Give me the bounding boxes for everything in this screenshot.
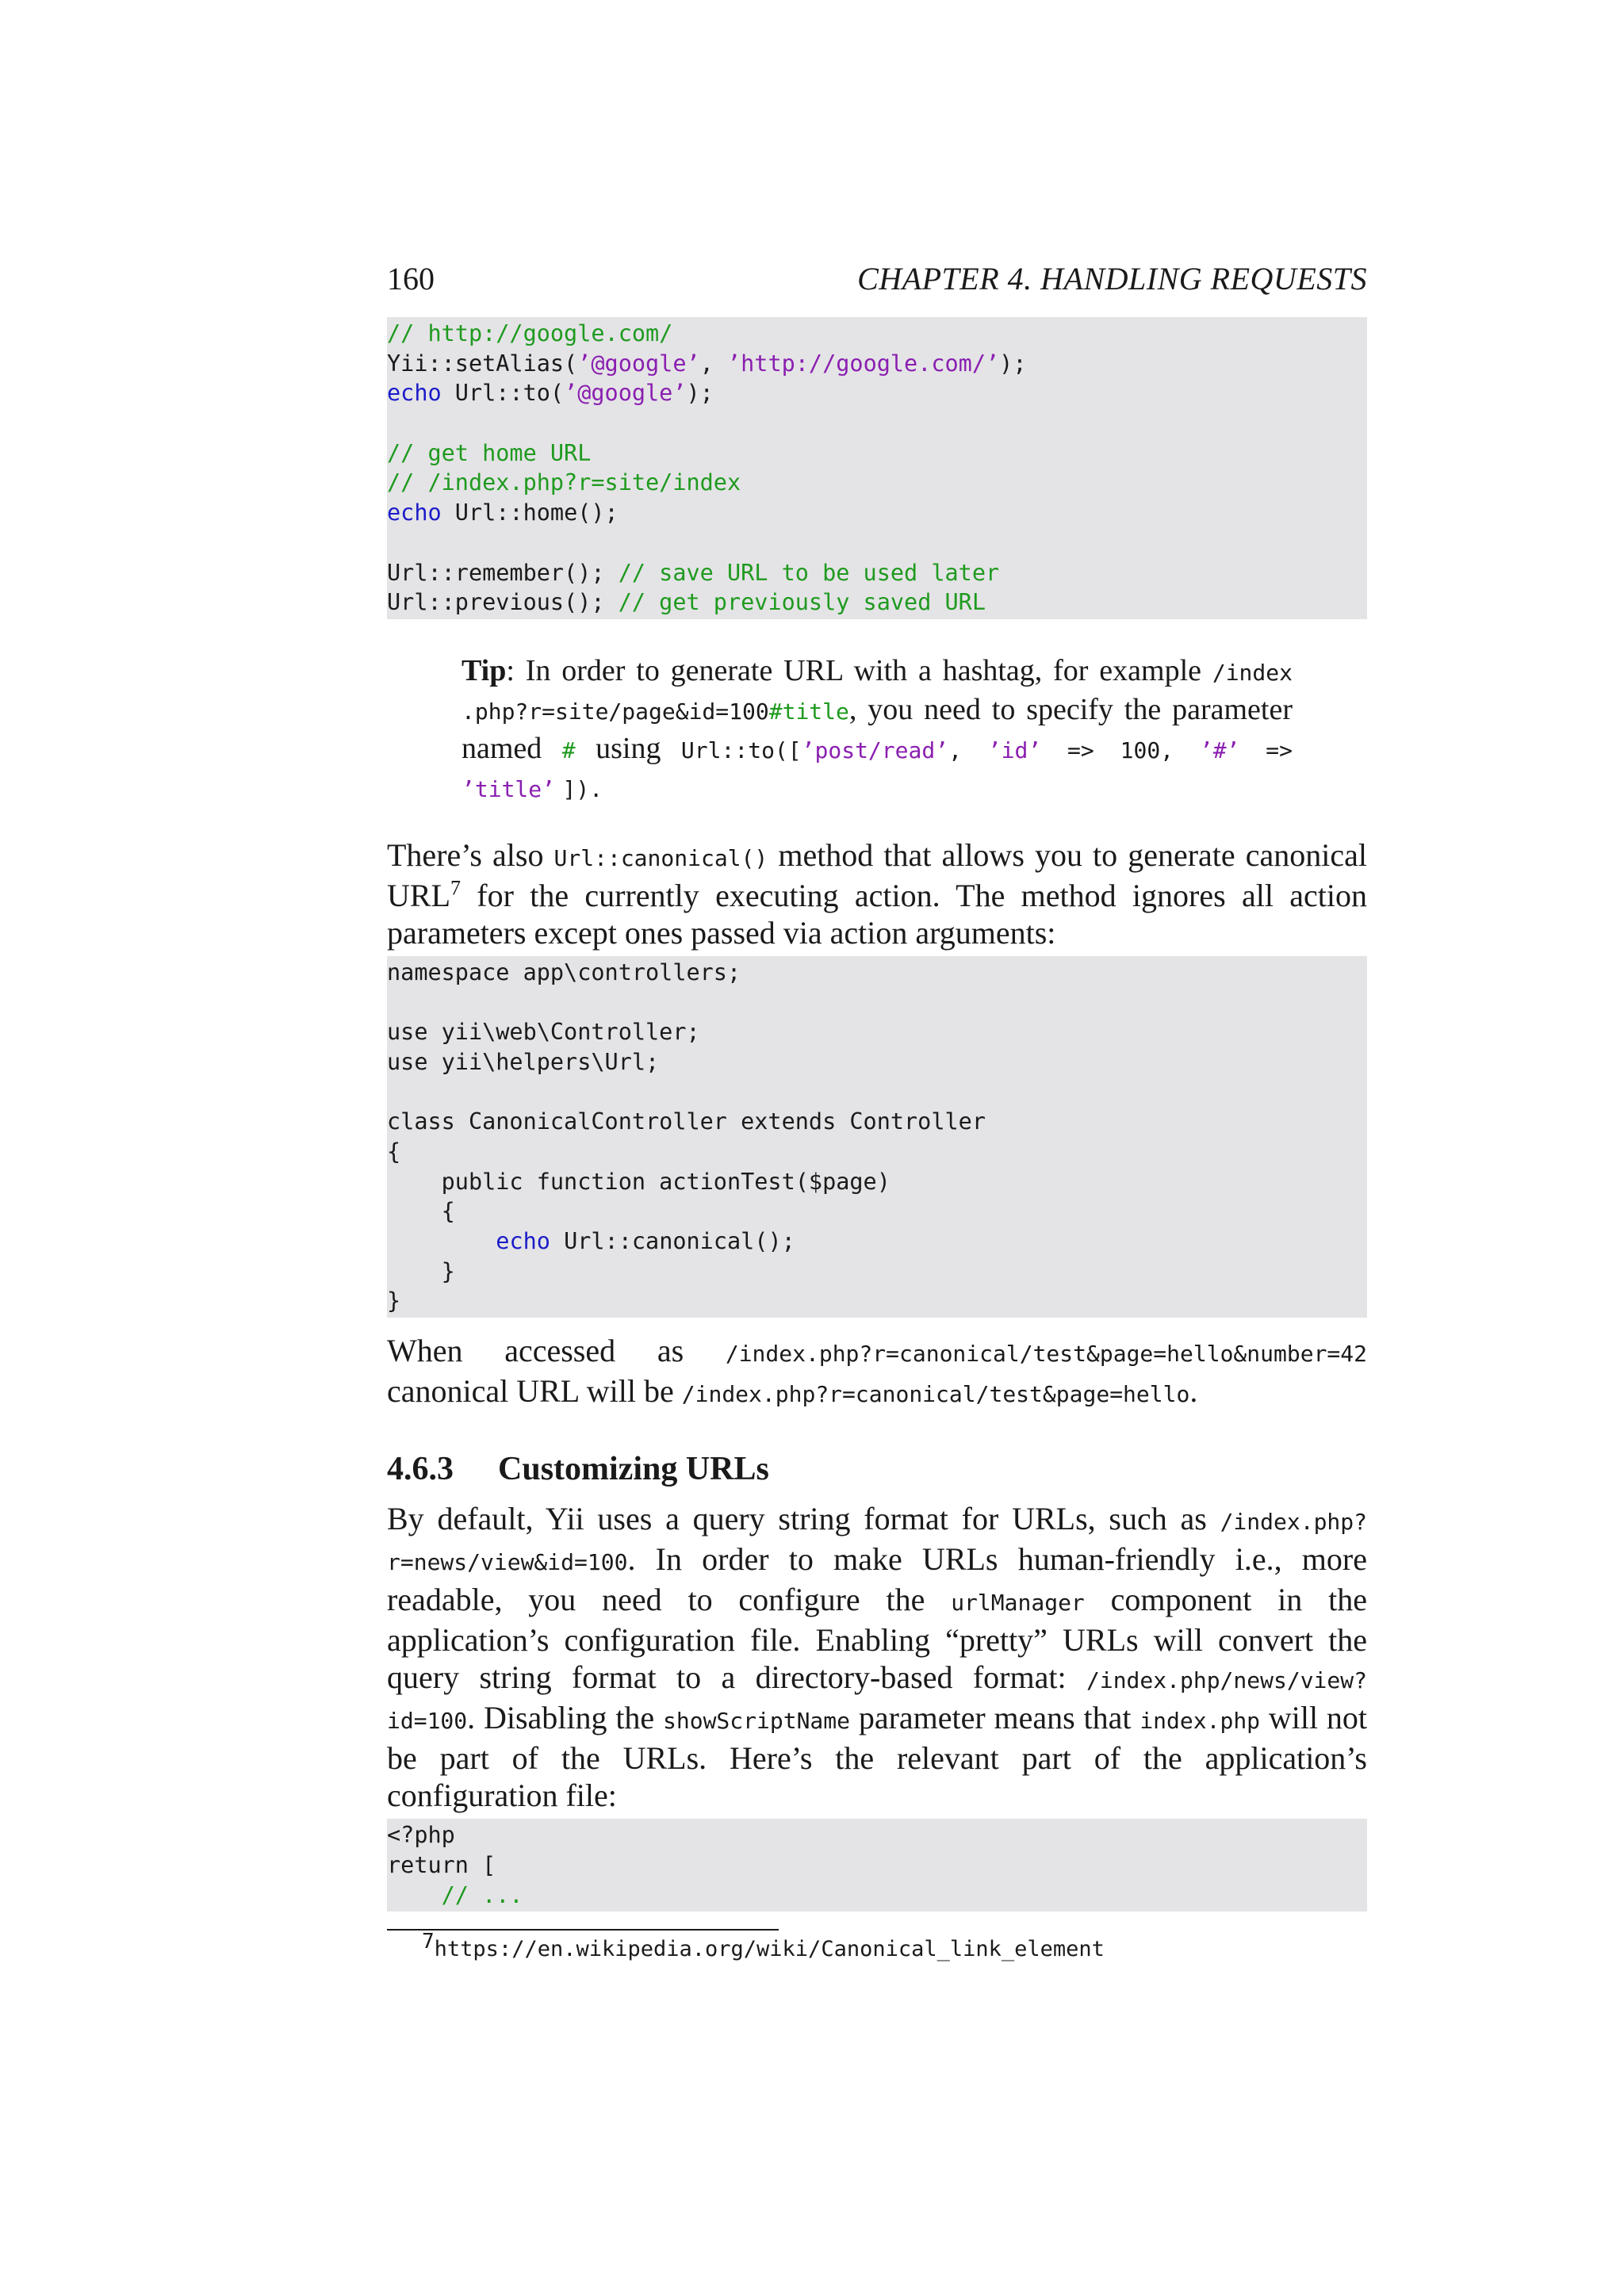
code-line — [387, 438, 1367, 469]
code-line — [387, 1196, 1367, 1226]
tip-code: # — [561, 737, 576, 763]
section-title: Customizing URLs — [498, 1451, 769, 1488]
code-token: } — [387, 1257, 455, 1284]
code-token: public function actionTest($page) — [387, 1168, 891, 1195]
code-token: , — [699, 350, 727, 377]
code-token — [387, 1882, 442, 1908]
inline-code: /index.php/news/view?id=100 — [387, 1667, 1367, 1735]
code-line — [387, 1881, 1367, 1911]
code-token: // /index.php?r=site/index — [387, 469, 741, 496]
paragraph-customizing-urls — [387, 1500, 1367, 1814]
tip-code: /index — [1212, 659, 1293, 686]
code-token: class CanonicalController extends Controller — [387, 1108, 986, 1135]
code-token: ’@google’ — [577, 350, 700, 377]
code-line — [387, 319, 1367, 349]
code-block-canonical-controller — [387, 956, 1367, 1318]
para-text: By default, Yii uses a query string format for URLs, such as — [387, 1501, 1220, 1537]
tip-text: , you need to specify the parameter named — [462, 692, 1293, 765]
paragraph-canonical-result — [387, 1332, 1367, 1413]
footnote-number: 7 — [422, 1930, 435, 1954]
code-line — [387, 349, 1367, 379]
inline-code: index.php — [1139, 1708, 1261, 1735]
para-text: There’s also — [387, 836, 554, 873]
inline-code: /index.php?r=canonical/test&page=hello&number=42 — [725, 1341, 1367, 1368]
tip-label: Tip — [462, 653, 507, 687]
code-token: namespace app\controllers; — [387, 959, 741, 985]
code-line — [387, 1137, 1367, 1167]
code-line — [387, 1820, 1367, 1850]
tip-box — [462, 652, 1293, 808]
code-line — [387, 1017, 1367, 1047]
code-token: Yii::setAlias( — [387, 350, 578, 377]
code-token: { — [387, 1138, 401, 1165]
tip-code: => — [1239, 737, 1293, 763]
tip-code: ’post/read’ — [801, 737, 949, 763]
page-number: 160 — [387, 261, 435, 297]
code-line — [387, 1167, 1367, 1197]
tip-code: ’title’ — [462, 775, 556, 802]
code-block-config — [387, 1819, 1367, 1911]
code-line — [387, 468, 1367, 498]
tip-code: , — [948, 737, 988, 763]
code-token: ’http://google.com/’ — [726, 350, 1000, 377]
tip-code: #title — [768, 698, 849, 725]
code-line — [387, 498, 1367, 528]
code-line — [387, 558, 1367, 588]
code-line — [387, 1850, 1367, 1881]
code-token: Url::canonical(); — [550, 1228, 795, 1255]
inline-code: Url::canonical() — [553, 844, 768, 871]
code-line — [387, 1257, 1367, 1287]
code-line — [387, 1286, 1367, 1316]
para-text: component in the application’s configuration file. Enabling “pretty” URLs will convert the query string format to a directory-based format: — [387, 1582, 1367, 1696]
code-token: Url::to( — [441, 380, 565, 407]
code-token: ’@google’ — [564, 380, 687, 407]
code-line — [387, 988, 1367, 1018]
code-token: ); — [999, 350, 1027, 377]
running-header — [387, 254, 1367, 301]
para-text: . Disabling the — [467, 1700, 663, 1736]
footnote-mark: 7 — [450, 876, 461, 900]
chapter-title: CHAPTER 4. HANDLING REQUESTS — [857, 261, 1367, 297]
inline-code: showScriptName — [663, 1708, 851, 1735]
para-text: When accessed as — [387, 1333, 726, 1369]
code-line — [387, 1107, 1367, 1137]
code-token: echo — [496, 1228, 550, 1255]
inline-code: urlManager — [951, 1590, 1085, 1617]
code-token: Url::previous(); — [387, 589, 619, 616]
tip-code: ’#’ — [1199, 737, 1240, 763]
code-token: // get home URL — [387, 439, 592, 466]
tip-code: ’id’ — [987, 737, 1042, 763]
paragraph-canonical — [387, 836, 1367, 951]
code-token: <?php — [387, 1822, 455, 1849]
code-token: // http://google.com/ — [387, 320, 673, 346]
tip-code: .php?r=site/page&id=100 — [462, 698, 769, 725]
code-line — [387, 378, 1367, 408]
para-text: . — [1189, 1373, 1198, 1410]
code-token: echo — [387, 380, 442, 407]
para-text: . In order to make URLs human-friendly i.e., more readable, you need to configure the — [387, 1541, 1367, 1618]
code-line — [387, 1047, 1367, 1077]
book-page — [387, 254, 1367, 1961]
code-line — [387, 1077, 1367, 1108]
code-token — [387, 1228, 496, 1254]
code-block-url-helpers — [387, 317, 1367, 619]
code-token: Url::home(); — [441, 499, 619, 526]
code-token: ); — [686, 380, 714, 407]
code-token: Url::remember(); — [387, 559, 619, 586]
para-text: will not be part of the URLs. Here’s the relevant part of the application’s configuration file: — [387, 1700, 1367, 1814]
para-text: parameter means that — [850, 1700, 1140, 1736]
code-token: } — [387, 1288, 401, 1314]
tip-code: Url::to([ — [680, 737, 802, 763]
code-token: // ... — [441, 1881, 523, 1908]
footnote-rule — [387, 1929, 779, 1931]
code-token: // save URL to be used later — [618, 559, 1000, 586]
code-token: // get previously saved URL — [618, 589, 986, 616]
footnote — [422, 1930, 1367, 1962]
tip-text: using — [575, 731, 681, 765]
code-line — [387, 528, 1367, 558]
code-line — [387, 1226, 1367, 1257]
code-token: use yii\web\Controller; — [387, 1019, 700, 1046]
section-number: 4.6.3 — [387, 1451, 454, 1488]
code-line — [387, 958, 1367, 988]
section-heading — [387, 1441, 1367, 1497]
code-line — [387, 408, 1367, 438]
tip-text: : In order to generate URL with a hashtag, for example — [506, 653, 1212, 687]
code-token: { — [387, 1198, 455, 1225]
inline-code: /index.php?r=canonical/test&page=hello — [681, 1381, 1190, 1408]
code-line — [387, 587, 1367, 618]
tip-code: => 100, — [1041, 737, 1200, 763]
code-token: echo — [387, 499, 442, 526]
para-text: for the currently executing action. The method ignores all action parameters except ones passed via action arguments: — [387, 877, 1367, 951]
para-text: method that allows you to generate canonical URL — [387, 836, 1367, 913]
footnote-url: https://en.wikipedia.org/wiki/Canonical_link_element — [434, 1937, 1105, 1962]
code-token: return [ — [387, 1851, 496, 1878]
tip-code: ]). — [562, 775, 603, 802]
inline-code: /index.php?r=news/view&id=100 — [387, 1509, 1367, 1576]
para-text: canonical URL will be — [387, 1373, 682, 1410]
code-token: use yii\helpers\Url; — [387, 1048, 660, 1075]
